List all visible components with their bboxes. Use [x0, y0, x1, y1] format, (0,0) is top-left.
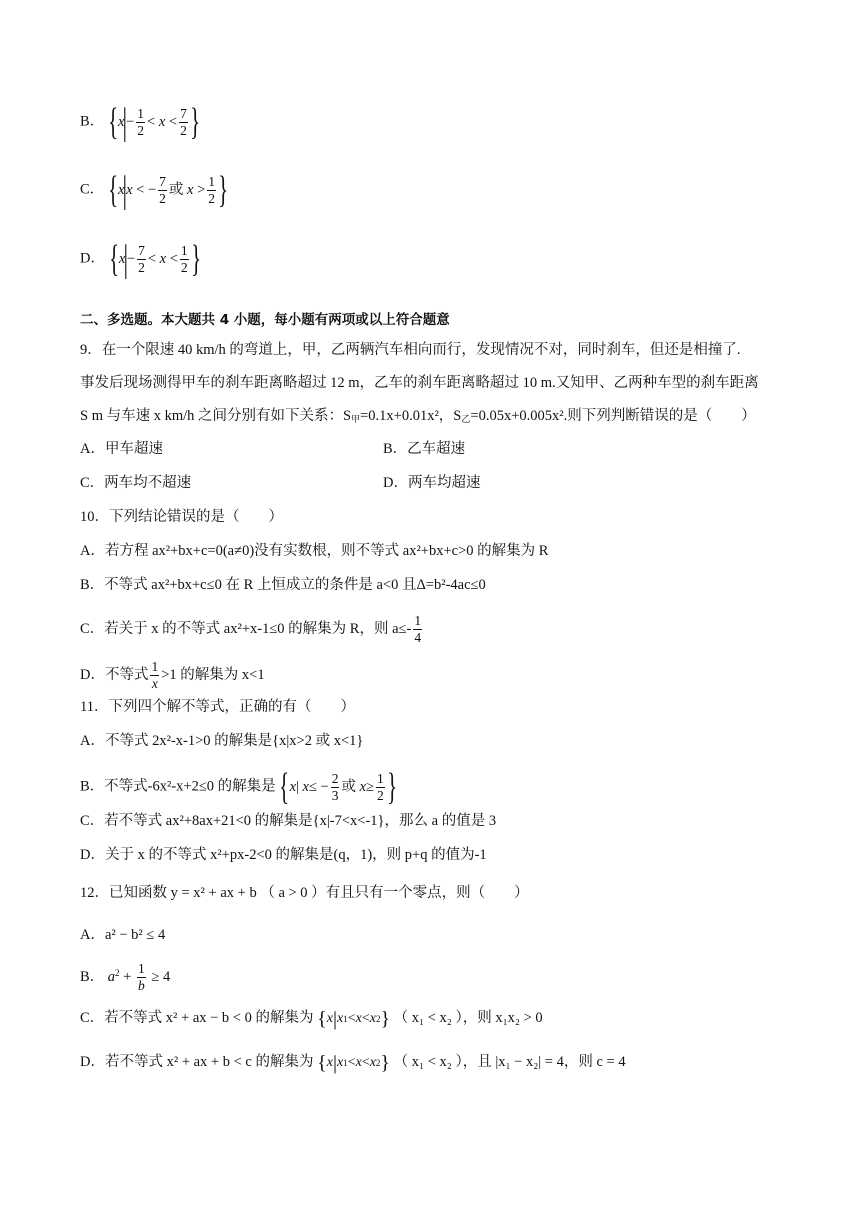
q9-line3-part: =0.05x+0.005x².则下列判断错误的是（ ）: [470, 408, 756, 424]
q9-option-d: D．两车均超速: [383, 475, 481, 491]
q9-line3: [80, 406, 756, 429]
q12-option-c-text: （ x₁ < x₂ ），则 x₁x₂ > 0: [393, 1010, 543, 1026]
q11-option-a: A．不等式 2x²-x-1>0 的解集是{x|x>2 或 x<1}: [80, 733, 364, 749]
q9-line3-part: S m 与车速 x km/h 之间分别有如下关系：S: [80, 408, 352, 424]
subscript: 甲: [351, 414, 361, 424]
q10-option-b: B．不等式 ax²+bx+c≤0 在 R 上恒成立的条件是 a<0 且Δ=b²-4ac≤0: [80, 577, 486, 593]
q9-line3-part: =0.1x+0.01x²，S: [360, 408, 462, 424]
subscript: 乙: [461, 414, 471, 424]
q11-option-d: D．关于 x 的不等式 x²+px-2<0 的解集是(q，1)，则 p+q 的值为-1: [80, 847, 487, 863]
q10-option-d: D．不等式 $\frac{1}{x}$ >1 的解集为 x<1: [80, 659, 265, 691]
q11-option-c: C．若不等式 ax²+8ax+21<0 的解集是{x|-7<x<-1}，那么 a 的值是 3: [80, 813, 497, 829]
option-label: C．: [80, 181, 105, 198]
section-title: 二、多选题。本大题共 4 小题，每小题有两项或以上符合题意: [80, 312, 450, 328]
or-text: 或: [341, 779, 356, 795]
set-expression: { x | x 1 < x < x 2 }: [317, 1007, 391, 1030]
q12-option-a: A．a² − b² ≤ 4: [80, 927, 166, 943]
set-expression: { x | x 1 < x < x 2 }: [317, 1051, 391, 1074]
q11-option-b: [80, 768, 397, 806]
set-expression: { x | − $\frac{7}{2}$ < x < $\frac{1}{2}$ }: [108, 238, 201, 280]
q9-option-b: B．乙车超速: [383, 441, 466, 457]
q10-option-c: C．若关于 x 的不等式 ax²+x-1≤0 的解集为 R，则 a≤- $\frac{1}{4}$: [80, 613, 422, 645]
q12-option-c: [80, 1008, 543, 1029]
set-expression: { x | x < − $\frac{7}{2}$ 或 x > $\frac{1}{2}$ }: [107, 169, 229, 211]
q12-option-c-text: C．若不等式 x² + ax − b < 0 的解集为: [80, 1010, 314, 1026]
q10-option-d-text: D．不等式: [80, 666, 149, 683]
q9-option-c: C．两车均不超速: [80, 475, 192, 491]
q10-option-a: A．若方程 ax²+bx+c=0(a≠0)没有实数根，则不等式 ax²+bx+c>0 的解集为 R: [80, 543, 549, 559]
q9-line1: 9．在一个限速 40 km/h 的弯道上，甲，乙两辆汽车相向而行，发现情况不对，同时刹车，但还是相撞了.: [80, 342, 741, 358]
option-label: B．: [80, 968, 105, 985]
set-expression: { x | − $\frac{1}{2}$ < x < $\frac{7}{2}$ }: [107, 101, 200, 143]
q12-option-d-text: D．若不等式 x² + ax + b < c 的解集为: [80, 1054, 314, 1070]
option-label: B．: [80, 113, 105, 130]
q11-option-b-text: B．不等式-6x²-x+2≤0 的解集是: [80, 778, 276, 795]
prev-option-b: [80, 103, 200, 141]
q10-stem: 10．下列结论错误的是（ ）: [80, 509, 283, 525]
q10-option-d-text: >1 的解集为 x<1: [161, 666, 265, 683]
q10-option-c-text: C．若关于 x 的不等式 ax²+x-1≤0 的解集为 R，则 a≤-: [80, 620, 412, 637]
q9-option-a: A．甲车超速: [80, 441, 163, 457]
q11-stem: 11．下列四个解不等式，正确的有（ ）: [80, 699, 355, 715]
option-label: D．: [80, 250, 105, 267]
q9-line2: 事发后现场测得甲车的刹车距离略超过 12 m，乙车的刹车距离略超过 10 m.又知甲、乙两种车型的刹车距离: [80, 375, 759, 391]
q12-option-b: B． $a^2$ + $\frac{1}{b}$ ≥ 4: [80, 961, 171, 993]
or-text: 或: [168, 182, 184, 198]
set-expression: { x | x ≤ − $\frac{2}{3}$ 或 x ≥ $\frac{1}{2}$ }: [279, 766, 397, 808]
q12-option-d-text: （ x₁ < x₂ ），且 |x₁ − x₂| = 4，则 c = 4: [393, 1054, 626, 1070]
prev-option-c: [80, 171, 228, 209]
q12-option-d: [80, 1052, 626, 1073]
prev-option-d: [80, 240, 201, 278]
q12-stem: 12．已知函数 y = x² + ax + b （ a > 0 ）有且只有一个零点，则（ ）: [80, 885, 529, 901]
